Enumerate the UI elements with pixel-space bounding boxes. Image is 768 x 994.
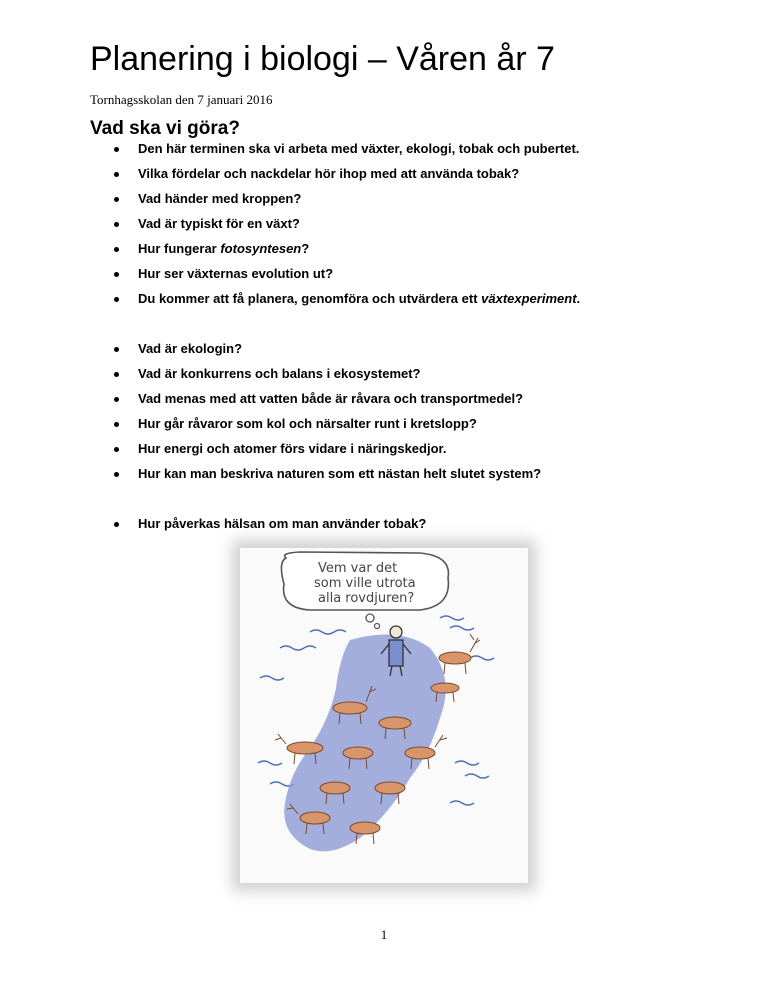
list-item: Vad är typiskt för en växt? <box>114 216 580 241</box>
list-item: Hur går råvaror som kol och närsalter runt i kretslopp? <box>114 416 580 441</box>
list-item: Hur fungerar fotosyntesen? <box>114 241 580 266</box>
speech-line: alla rovdjuren? <box>318 591 415 606</box>
emphasis-term: fotosyntesen <box>220 241 302 256</box>
list-item: Hur påverkas hälsan om man använder tobak? <box>114 516 580 541</box>
cartoon-drawing <box>240 548 528 883</box>
page-title: Planering i biologi – Våren år 7 <box>90 40 555 78</box>
bullet-list <box>114 141 580 541</box>
list-item: Hur energi och atomer förs vidare i näringskedjor. <box>114 441 580 466</box>
school-date-line: Tornhagsskolan den 7 januari 2016 <box>90 92 273 107</box>
emphasis-term: växtexperiment <box>481 291 577 306</box>
thought-dot <box>375 624 380 629</box>
section-heading: Vad ska vi göra? <box>90 118 240 139</box>
list-item: Vad är ekologin? <box>114 341 580 366</box>
list-item: Vad händer med kroppen? <box>114 191 580 216</box>
page-number: 1 <box>380 927 388 942</box>
list-item: Hur kan man beskriva naturen som ett nästan helt slutet system? <box>114 466 580 491</box>
list-item: Vad är konkurrens och balans i ekosystemet? <box>114 366 580 391</box>
list-item: Vilka fördelar och nackdelar hör ihop med att använda tobak? <box>114 166 580 191</box>
list-item: Vad menas med att vatten både är råvara och transportmedel? <box>114 391 580 416</box>
thought-dot <box>366 614 374 622</box>
list-item: Du kommer att få planera, genomföra och utvärdera ett växtexperiment. <box>114 291 580 316</box>
reindeer-cartoon-illustration <box>240 548 528 883</box>
speech-line: som ville utrota <box>314 576 416 591</box>
list-item: Hur ser växternas evolution ut? <box>114 266 580 291</box>
speech-line: Vem var det <box>318 561 398 576</box>
list-item: Den här terminen ska vi arbeta med växter, ekologi, tobak och pubertet. <box>114 141 580 166</box>
